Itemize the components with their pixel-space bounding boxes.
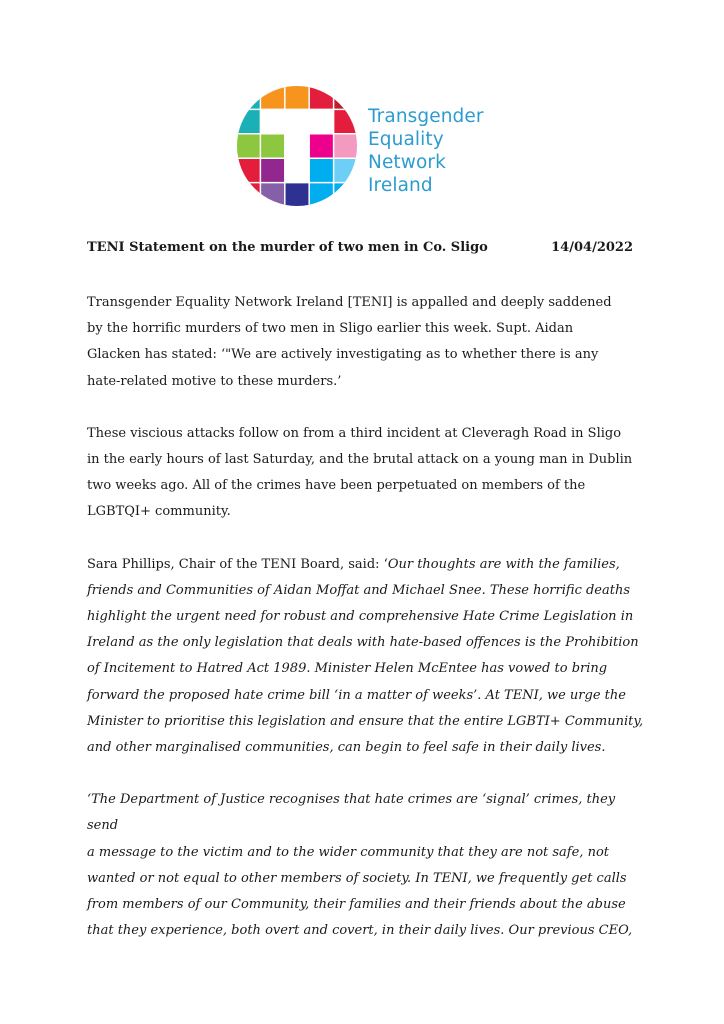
paragraph-4 xyxy=(87,787,647,944)
statement-body xyxy=(87,290,647,970)
paragraph-3 xyxy=(87,552,647,762)
logo-tile xyxy=(334,183,358,207)
logo-tile xyxy=(285,158,310,183)
logo-tile xyxy=(236,85,261,110)
logo-tile xyxy=(260,134,285,159)
logo-tile xyxy=(285,134,310,159)
logo-tile xyxy=(236,134,261,159)
logo-tile xyxy=(260,85,285,110)
logo-tile xyxy=(236,158,261,183)
logo-line-2: Equality xyxy=(368,129,444,150)
paragraph-2: These viscious attacks follow on from a third incident at Cleveragh Road in Sligo in the early hours of last Saturday, and the brutal attack on a young man in Dublin two weeks ago. All of the crimes have been perpetuated on members of the LGBTQI+ community. xyxy=(87,425,633,520)
logo-tile xyxy=(309,183,334,207)
paragraph-3-quote: Our thoughts are with the families, friends and Communities of Aidan Moffat and Michael Snee. These horrific deaths highlight the urgent need for robust and comprehensive Hate Crime Legislation in Ireland as the only legislation that deals with hate-based offences is the Prohibition of Incitement to Hatred Act 1989. Minister Helen McEntee has vowed to bring forward the proposed hate crime bill ‘in a matter of weeks’. At TENI, we urge the Minister to prioritise this legislation and ensure that the entire LGBTI+ Community, and other marginalised communities, can begin to feel safe in their daily lives. xyxy=(87,556,644,756)
logo-tile xyxy=(260,183,285,207)
logo-tile xyxy=(334,158,358,183)
logo-tile xyxy=(309,85,334,110)
logo-tile xyxy=(236,109,261,134)
heading-prefix: TENI xyxy=(87,240,125,255)
logo-tile xyxy=(236,183,261,207)
logo-wordmark xyxy=(368,105,484,197)
logo-tile xyxy=(285,109,310,134)
logo-line-3: Network xyxy=(368,152,446,173)
paragraph-3-intro: Sara Phillips, Chair of the TENI Board, said: ‘ xyxy=(87,556,388,572)
logo-tile xyxy=(260,158,285,183)
logo-tile xyxy=(334,109,358,134)
paragraph-1: Transgender Equality Network Ireland [TENI] is appalled and deeply saddened by the horrific murders of two men in Sligo earlier this week. Supt. Aidan Glacken has stated: ‘"We are actively investigating as to whether there is any hate-related motive to these murders.’ xyxy=(87,295,612,389)
logo-tile xyxy=(285,183,310,207)
logo-tile xyxy=(260,109,285,134)
logo-tile xyxy=(334,134,358,159)
logo-tile xyxy=(285,85,310,110)
logo-tile xyxy=(334,85,358,110)
paragraph-4-quote: ‘The Department of Justice recognises that hate crimes are ‘signal’ crimes, they send a message to the victim and to the wider community that they are not safe, not wanted or not equal to other members of society. In TENI, we frequently get calls from members of our Community, their families and their friends about the abuse that they experience, both overt and covert, in their daily lives. Our previous CEO, xyxy=(87,792,633,939)
teni-logo xyxy=(236,85,496,209)
statement-date: 14/04/2022 xyxy=(551,240,633,255)
teni-logo-mark-icon xyxy=(236,85,358,207)
heading-title: Statement on the murder of two men in Co. Sligo xyxy=(124,240,488,255)
logo-tile xyxy=(309,134,334,159)
statement-heading xyxy=(87,240,635,255)
logo-tile xyxy=(309,109,334,134)
logo-line-4: Ireland xyxy=(368,175,433,196)
logo-line-1: Transgender xyxy=(368,106,484,127)
logo-tile xyxy=(309,158,334,183)
